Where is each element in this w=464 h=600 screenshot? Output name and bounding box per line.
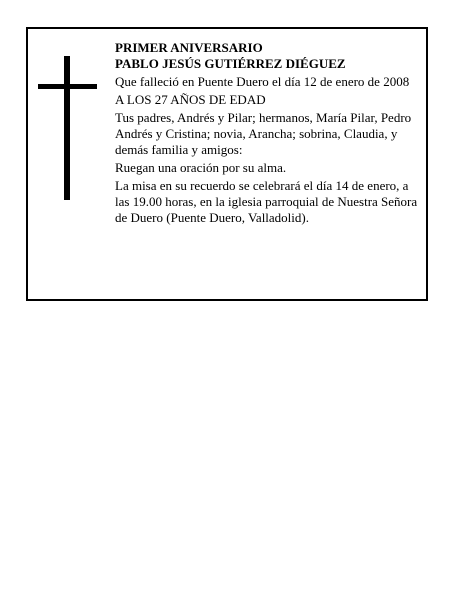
cross-horizontal-bar [38, 84, 97, 89]
family-statement: Tus padres, Andrés y Pilar; hermanos, María Pilar, Pedro Andrés y Cristina; novia, Arancha; sobrina, Claudia, y demás familia y amigos: [115, 110, 412, 157]
prayer-request: Ruegan una oración por su alma. [115, 160, 287, 175]
mass-details: La misa en su recuerdo se celebrará el día 14 de enero, a las 19.00 horas, en la iglesia parroquial de Nuestra Señora de Duero (Puente Duero, Valladolid). [115, 178, 418, 225]
obituary-notice [26, 27, 428, 301]
notice-text-block [115, 40, 421, 226]
death-statement: Que falleció en Puente Duero el día 12 de enero de 2008 [115, 74, 410, 89]
age-statement: A LOS 27 AÑOS DE EDAD [115, 92, 266, 107]
cross-vertical-bar [64, 56, 70, 200]
cross-icon [38, 56, 98, 200]
deceased-name: PABLO JESÚS GUTIÉRREZ DIÉGUEZ [115, 56, 346, 71]
notice-heading: PRIMER ANIVERSARIO [115, 40, 263, 55]
